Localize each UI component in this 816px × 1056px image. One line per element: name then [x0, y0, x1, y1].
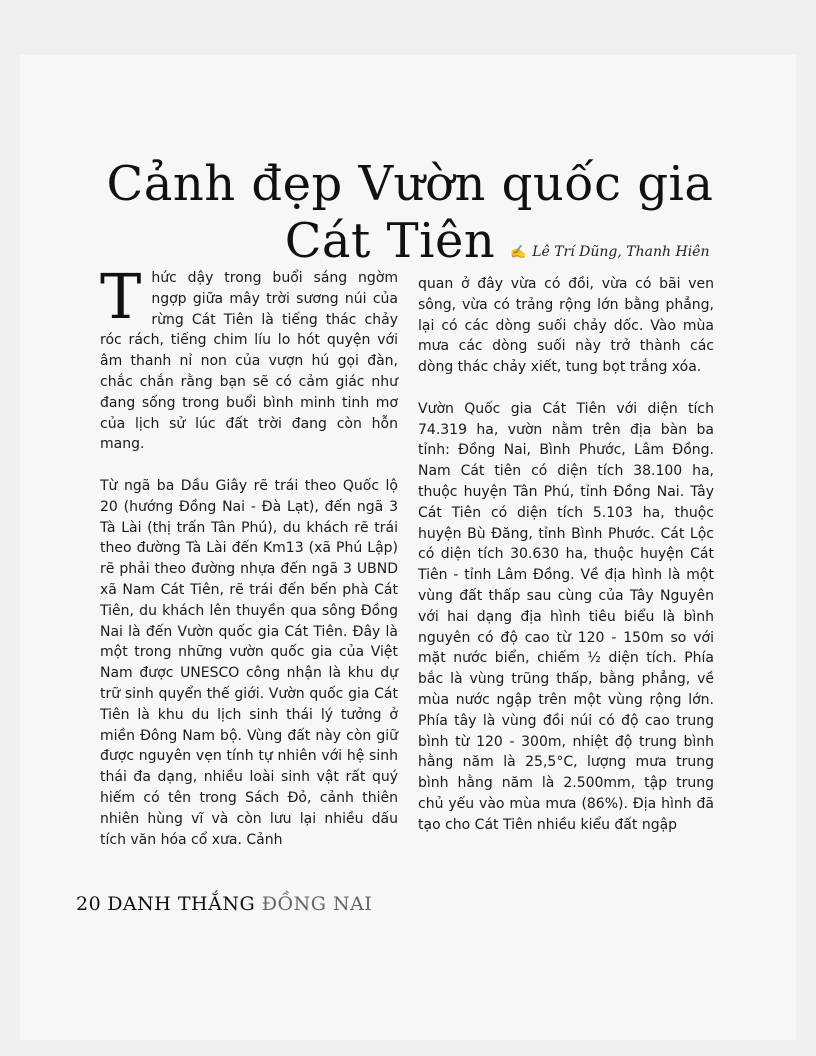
pen-icon: ✍ [510, 245, 527, 260]
footer-section-dark: DANH THẮNG [107, 893, 256, 915]
footer-section-light: ĐỒNG NAI [261, 893, 373, 915]
paragraph-geography: Vườn Quốc gia Cát Tiên với diện tích 74.319 ha, vườn nằm trên địa bàn ba tỉnh: Đồng Nai, Bình Phước, Lâm Đồng. Nam Cát tiên có diện tích 38.100 ha, thuộc huyện Tân Phú, tỉnh Đồng Nai. Tây Cát Tiên có diện tích 5.103 ha, thuộc huyện Bù Đăng, tỉnh Bình Phước. Cát Lộc có diện tích 30.630 ha, thuộc huyện Cát Tiên - tỉnh Lâm Đồng. Về địa hình là một vùng đất thấp sau cùng của Tây Nguyên với hai dạng địa hình tiêu biểu là bình nguyên có độ cao từ 120 - 150m so với mặt nước biển, chiếm ½ diện tích. Phía bắc là vùng trũng thấp, bằng phẳng, về mùa nước ngập trên một vùng rộng lớn. Phía tây là vùng đồi núi có độ cao trung bình từ 120 - 300m, nhiệt độ trung bình hằng năm là 25,5°C, lượng mưa trung bình hằng năm là 2.500mm, tập trung chủ yếu vào mùa mưa (86%). Địa hình đã tạo cho Cát Tiên nhiều kiểu đất ngập [418, 400, 714, 833]
article-title-line2: Cát Tiên [284, 213, 496, 269]
paragraph-gap [418, 378, 714, 399]
left-column [100, 260, 398, 850]
byline-authors: Lê Trí Dũng, Thanh Hiên [532, 244, 710, 260]
paragraph-gap [100, 455, 398, 476]
byline [510, 244, 709, 260]
page-footer [76, 893, 372, 915]
right-column [418, 274, 714, 836]
paragraph-directions: Từ ngã ba Dầu Giây rẽ trái theo Quốc lộ 20 (hướng Đồng Nai - Đà Lạt), đến ngã 3 Tà Lài (thị trấn Tân Phú), du khách rẽ trái theo đường Tà Lài đến Km13 (xã Phú Lập) rẽ phải theo đường nhựa đến ngã 3 UBND xã Nam Cát Tiên, rẽ trái đến bến phà Cát Tiên, du khách lên thuyền qua sông Đồng Nai là đến Vườn quốc gia Cát Tiên. Đây là một trong những vườn quốc gia của Việt Nam được UNESCO công nhận là khu dự trữ sinh quyển thế giới. Vườn quốc gia Cát Tiên là khu du lịch sinh thái lý tưởng ở miền Đông Nam bộ. Vùng đất này còn giữ được nguyên vẹn tính tự nhiên với hệ sinh thái đa dạng, nhiều loài sinh vật rất quý hiếm có tên trong Sách Đỏ, cảnh thiên nhiên hùng vĩ và còn lưu lại nhiều dấu tích văn hóa cổ xưa. Cảnh [100, 477, 398, 848]
paragraph-intro-text: hức dậy trong buổi sáng ngờm ngợp giữa mây trời sương núi của rừng Cát Tiên là tiếng thác chảy róc rách, tiếng chim líu lo hót quyện với âm thanh nỉ non của vượn hú gọi đàn, chắc chắn rằng bạn sẽ có cảm giác như đang sống trong buổi bình minh tinh mơ của lịch sử lúc đất trời đang còn hỗn mang. [100, 270, 398, 453]
article-title-line1: Cảnh đẹp Vườn quốc gia [106, 156, 714, 212]
page-number: 20 [76, 893, 102, 915]
paragraph-landscape: quan ở đây vừa có đồi, vừa có bãi ven sông, vừa có trảng rộng lớn bằng phẳng, lại có các dòng suối chảy dốc. Vào mùa mưa các dòng suối này trở thành các dòng thác chảy xiết, tung bọt trắng xóa. [418, 276, 714, 376]
drop-cap: T [100, 260, 142, 333]
paragraph-intro [100, 260, 398, 455]
